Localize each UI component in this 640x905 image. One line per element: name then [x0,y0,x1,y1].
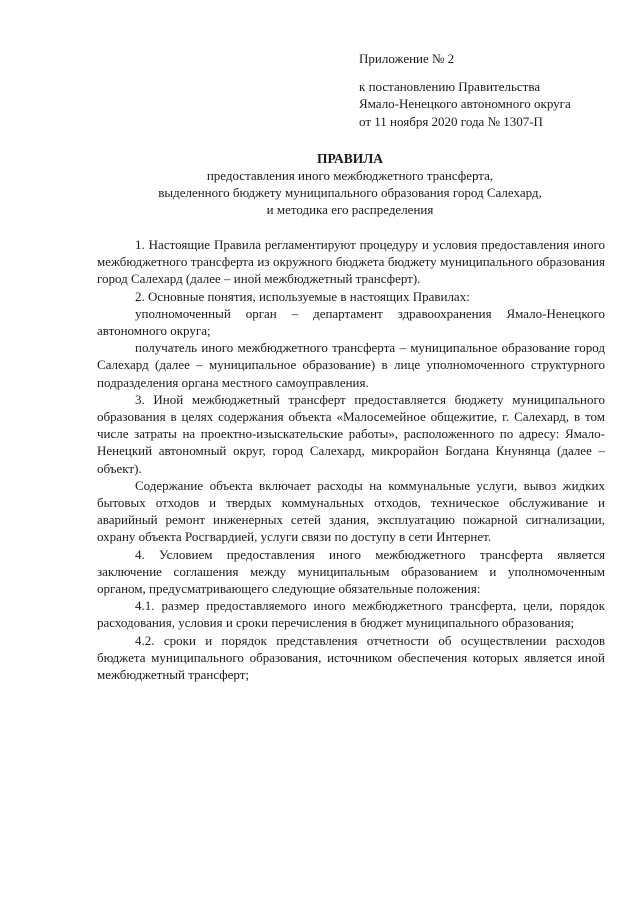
paragraph-definition-authority: уполномоченный орган – департамент здравоохранения Ямало-Ненецкого автономного округа; [97,305,605,339]
document-subtitle-line2: выделенного бюджету муниципального образования город Салехард, [158,185,542,200]
document-title: ПРАВИЛА [316,151,384,166]
appendix-region: Ямало-Ненецкого автономного округа [359,96,571,111]
appendix-date: от 11 ноября 2020 года № 1307-П [359,113,543,129]
appendix-resolution: к постановлению Правительства [359,78,541,94]
paragraph-2: 2. Основные понятия, используемые в настоящих Правилах: [135,288,470,304]
appendix-block [359,50,571,130]
paragraph-4: 4. Условием предоставления иного межбюджетного трансферта является заключение соглашения между муниципальным образованием и уполномоченным органом, предусматривающего следующие обязательные положения: [97,546,605,597]
document-subtitle-line3: и методика его распределения [266,202,434,217]
paragraph-3: 3. Иной межбюджетный трансферт предоставляется бюджету муниципального образования в целях содержания объекта «Малосемейное общежитие, г. Салехард, в том числе затраты на проектно-изыскательские работы», расположенного по адресу: Ямало-Ненецкий автономный округ, город Салехард, микрорайон Богдана Кнунянца (далее – объект). [97,391,605,476]
document-subtitle-line1: предоставления иного межбюджетного трансферта, [206,168,494,183]
paragraph-maintenance: Содержание объекта включает расходы на коммунальные услуги, вывоз жидких бытовых отходов и твердых коммунальных отходов, техническое обслуживание и аварийный ремонт инженерных сетей здания, эксплуатацию пожарной сигнализации, охрану объекта Росгвардией, услуги связи по доступу в сети Интернет. [97,477,605,545]
document-title-block [40,150,640,218]
appendix-gap [359,68,571,78]
paragraph-definition-recipient: получатель иного межбюджетного трансферта – муниципальное образование город Салехард (далее – муниципальное образование) в лице уполномоченного структурного подразделения органа местного самоуправления. [97,340,605,390]
document-body [97,236,605,683]
paragraph-1: 1. Настоящие Правила регламентируют процедуру и условия предоставления иного межбюджетного трансферта из окружного бюджета бюджету муниципального образования город Салехард (далее – иной межбюджетный трансферт). [97,237,605,287]
paragraph-4-1: 4.1. размер предоставляемого иного межбюджетного трансферта, цели, порядок расходования, условия и сроки перечисления в бюджет муниципального образования; [97,598,605,631]
appendix-number: Приложение № 2 [359,51,455,66]
paragraph-4-2: 4.2. сроки и порядок представления отчетности об осуществлении расходов бюджета муниципального образования, источником обеспечения которых является иной межбюджетный трансферт; [97,632,605,683]
